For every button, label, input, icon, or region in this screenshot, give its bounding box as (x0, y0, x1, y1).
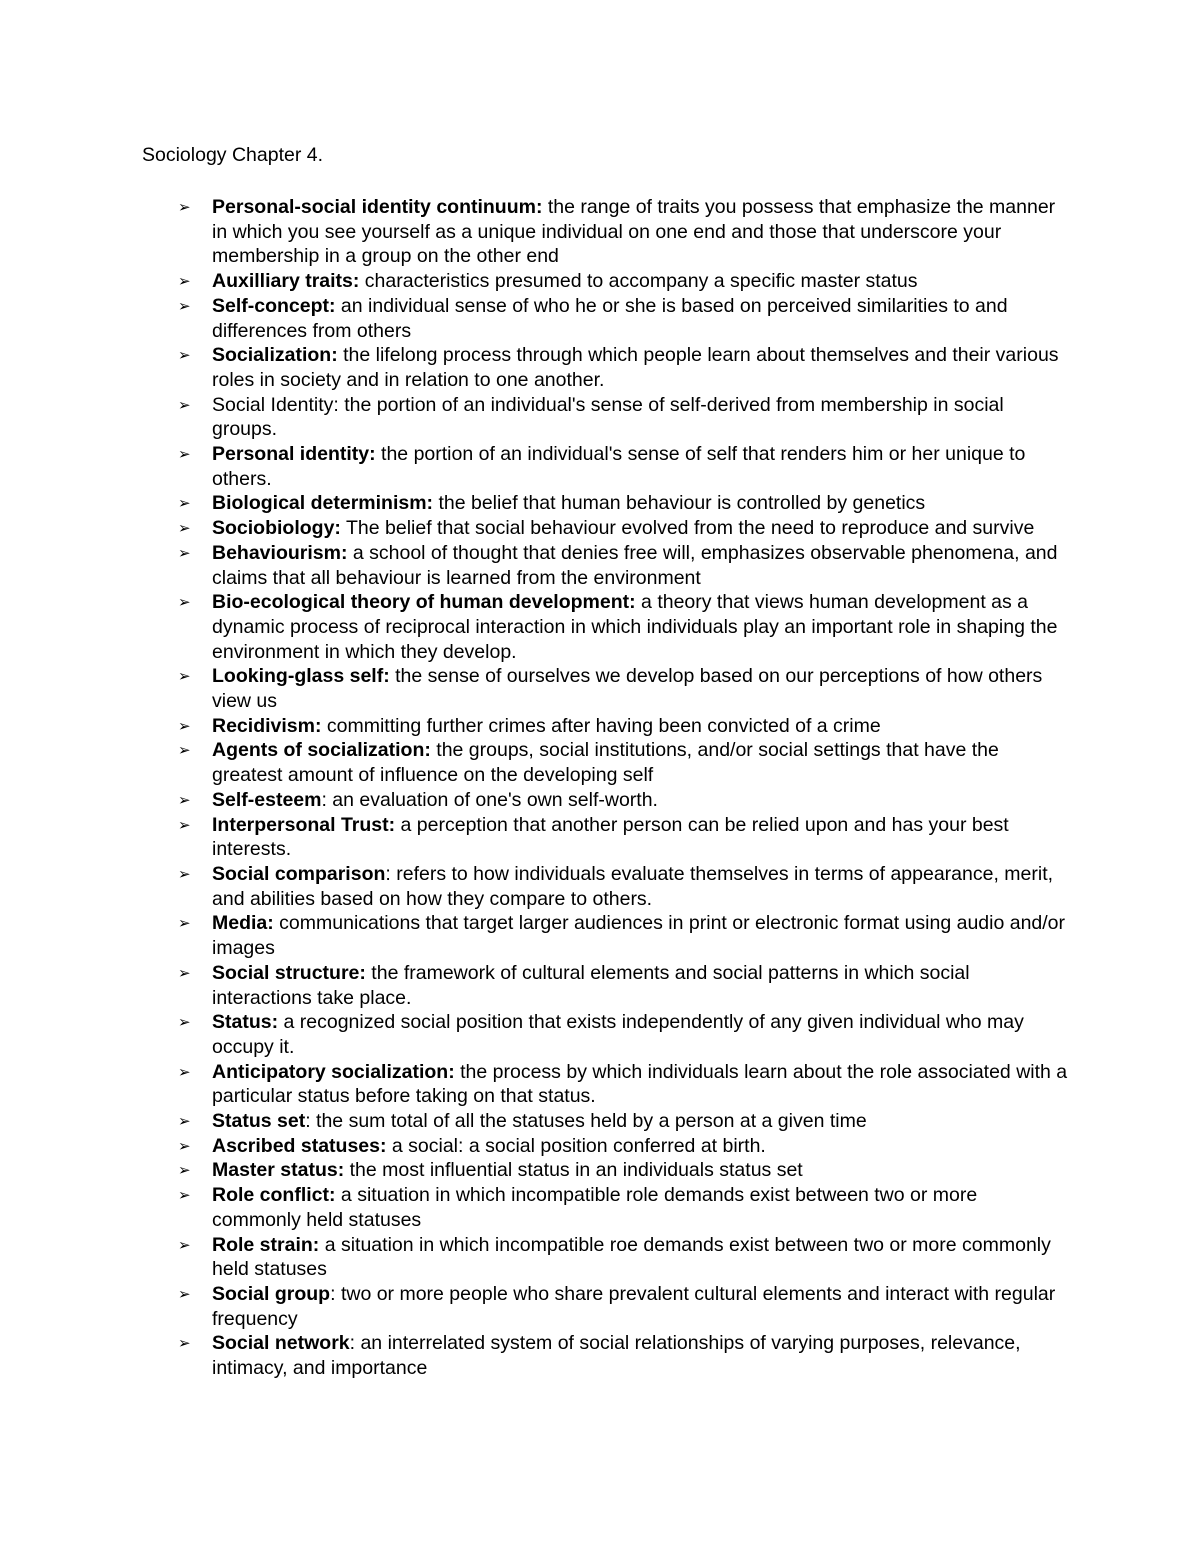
arrow-bullet-icon: ➢ (178, 815, 191, 834)
term-label: Agents of socialization: (212, 739, 431, 762)
term-label: Role strain: (212, 1233, 320, 1256)
term-item (178, 1183, 1068, 1232)
term-item (178, 516, 1068, 541)
arrow-bullet-icon: ➢ (178, 198, 191, 216)
term-label: Ascribed statuses: (212, 1134, 387, 1157)
term-item (178, 738, 1068, 787)
term-item (178, 1109, 1068, 1134)
term-item (178, 1331, 1068, 1380)
arrow-bullet-icon: ➢ (178, 1136, 191, 1155)
term-list (178, 195, 1068, 1381)
term-label: Status: (212, 1011, 279, 1034)
term-definition: : an interrelated system of social relationships of varying purposes, relevance, intimacy, and importance (212, 1332, 1021, 1380)
document-title: Sociology Chapter 4. (142, 144, 324, 166)
term-label: Looking-glass self: (212, 665, 390, 688)
term-definition: communications that target larger audiences in print or electronic format using audio and/or images (212, 912, 1066, 960)
term-definition: the portion of an individual's sense of self that renders him or her unique to others. (212, 443, 1026, 490)
arrow-bullet-icon: ➢ (178, 445, 191, 464)
term-definition: the process by which individuals learn about the role associated with a particular status before taking on that status. (212, 1060, 1068, 1108)
term-definition: a social: a social position conferred at birth. (386, 1134, 766, 1157)
term-label: Personal-social identity continuum: (212, 196, 543, 218)
term-definition: : refers to how individuals evaluate themselves in terms of appearance, merit, and abilities based on how they compare to others. (212, 862, 1054, 910)
term-label: Social group (212, 1282, 331, 1305)
term-item (178, 813, 1068, 862)
arrow-bullet-icon: ➢ (178, 272, 191, 291)
arrow-bullet-icon: ➢ (178, 1161, 191, 1180)
arrow-bullet-icon: ➢ (178, 1013, 191, 1032)
arrow-bullet-icon: ➢ (178, 296, 191, 315)
term-item (178, 1282, 1068, 1331)
term-label: Self-esteem (212, 788, 322, 811)
arrow-bullet-icon: ➢ (178, 543, 191, 562)
term-item (178, 343, 1068, 392)
term-definition: : an evaluation of one's own self-worth. (321, 788, 658, 811)
term-item (178, 1158, 1068, 1183)
term-definition: a recognized social position that exists independently of any given individual who may occupy it. (212, 1011, 1024, 1058)
term-definition: an individual sense of who he or she is based on perceived similarities to and differences from others (212, 294, 1008, 342)
term-label: Social comparison (212, 862, 386, 885)
arrow-bullet-icon: ➢ (178, 716, 191, 735)
term-label: Self-concept: (212, 294, 336, 317)
term-item (178, 590, 1068, 664)
term-label: Bio-ecological theory of human development: (212, 591, 636, 614)
term-item (178, 195, 1068, 269)
term-definition: the groups, social institutions, and/or social settings that have the greatest amount of influence on the developing self (212, 739, 999, 787)
arrow-bullet-icon: ➢ (178, 667, 191, 686)
term-definition: the sense of ourselves we develop based on our perceptions of how others view us (212, 665, 1043, 713)
term-definition: Social Identity: the portion of an individual's sense of self-derived from membership in social groups. (212, 393, 1004, 441)
term-definition: the lifelong process through which people learn about themselves and their various roles in society and in relation to one another. (212, 344, 1059, 391)
arrow-bullet-icon: ➢ (178, 1186, 191, 1205)
arrow-bullet-icon: ➢ (178, 864, 191, 883)
term-definition: characteristics presumed to accompany a specific master status (359, 270, 918, 293)
term-item (178, 269, 1068, 294)
arrow-bullet-icon: ➢ (178, 519, 191, 538)
term-label: Role conflict: (212, 1184, 336, 1207)
arrow-bullet-icon: ➢ (178, 593, 191, 612)
term-label: Recidivism: (212, 714, 322, 737)
arrow-bullet-icon: ➢ (178, 494, 191, 513)
term-label: Biological determinism: (212, 492, 434, 515)
term-item (178, 442, 1068, 491)
term-label: Master status: (212, 1159, 345, 1182)
term-definition: : two or more people who share prevalent cultural elements and interact with regular frequency (212, 1282, 1056, 1330)
term-item (178, 1010, 1068, 1059)
term-definition: the most influential status in an individuals status set (344, 1159, 803, 1182)
arrow-bullet-icon: ➢ (178, 741, 191, 760)
term-label: Social structure: (212, 961, 366, 984)
term-definition: a school of thought that denies free will, emphasizes observable phenomena, and claims that all behaviour is learned from the environment (212, 541, 1058, 589)
term-definition: a situation in which incompatible role demands exist between two or more commonly held statuses (212, 1184, 978, 1231)
term-label: Status set (212, 1110, 306, 1133)
term-label: Sociobiology: (212, 517, 341, 540)
term-definition: a theory that views human development as a dynamic process of reciprocal interaction in which individuals play an important role in shaping the environment in which they develop. (212, 591, 1058, 663)
arrow-bullet-icon: ➢ (178, 1334, 191, 1353)
term-item (178, 862, 1068, 911)
arrow-bullet-icon: ➢ (178, 963, 191, 982)
term-label: Behaviourism: (212, 541, 348, 564)
term-definition: The belief that social behaviour evolved from the need to reproduce and survive (340, 517, 1035, 540)
term-item (178, 961, 1068, 1010)
term-item (178, 788, 1068, 813)
term-item (178, 714, 1068, 739)
term-definition: the range of traits you possess that emphasize the manner in which you see yourself as a unique individual on one end and those that underscore your membership in a group on the other end (212, 196, 1056, 268)
term-item (178, 664, 1068, 713)
arrow-bullet-icon: ➢ (178, 1284, 191, 1303)
term-label: Auxilliary traits: (212, 270, 360, 293)
arrow-bullet-icon: ➢ (178, 346, 191, 365)
term-definition: the belief that human behaviour is controlled by genetics (433, 492, 926, 515)
term-item (178, 393, 1068, 442)
term-item (178, 1134, 1068, 1159)
term-item (178, 491, 1068, 516)
term-item (178, 541, 1068, 590)
term-definition: a situation in which incompatible roe demands exist between two or more commonly held statuses (212, 1233, 1051, 1281)
term-label: Anticipatory socialization: (212, 1060, 455, 1083)
arrow-bullet-icon: ➢ (178, 790, 191, 809)
term-label: Socialization: (212, 344, 338, 367)
term-item (178, 294, 1068, 343)
arrow-bullet-icon: ➢ (178, 914, 191, 933)
term-definition: : the sum total of all the statuses held by a person at a given time (305, 1110, 867, 1133)
arrow-bullet-icon: ➢ (178, 395, 191, 414)
term-definition: a perception that another person can be relied upon and has your best interests. (212, 813, 1009, 861)
term-label: Social network (212, 1332, 350, 1355)
term-definition: the framework of cultural elements and social patterns in which social interactions take place. (212, 961, 970, 1009)
term-item (178, 1060, 1068, 1109)
arrow-bullet-icon: ➢ (178, 1112, 191, 1131)
term-item (178, 911, 1068, 960)
term-label: Media: (212, 912, 274, 935)
term-definition: committing further crimes after having been convicted of a crime (321, 714, 881, 737)
term-label: Interpersonal Trust: (212, 813, 396, 836)
arrow-bullet-icon: ➢ (178, 1062, 191, 1081)
term-item (178, 1233, 1068, 1282)
term-label: Personal identity: (212, 443, 376, 466)
arrow-bullet-icon: ➢ (178, 1235, 191, 1254)
